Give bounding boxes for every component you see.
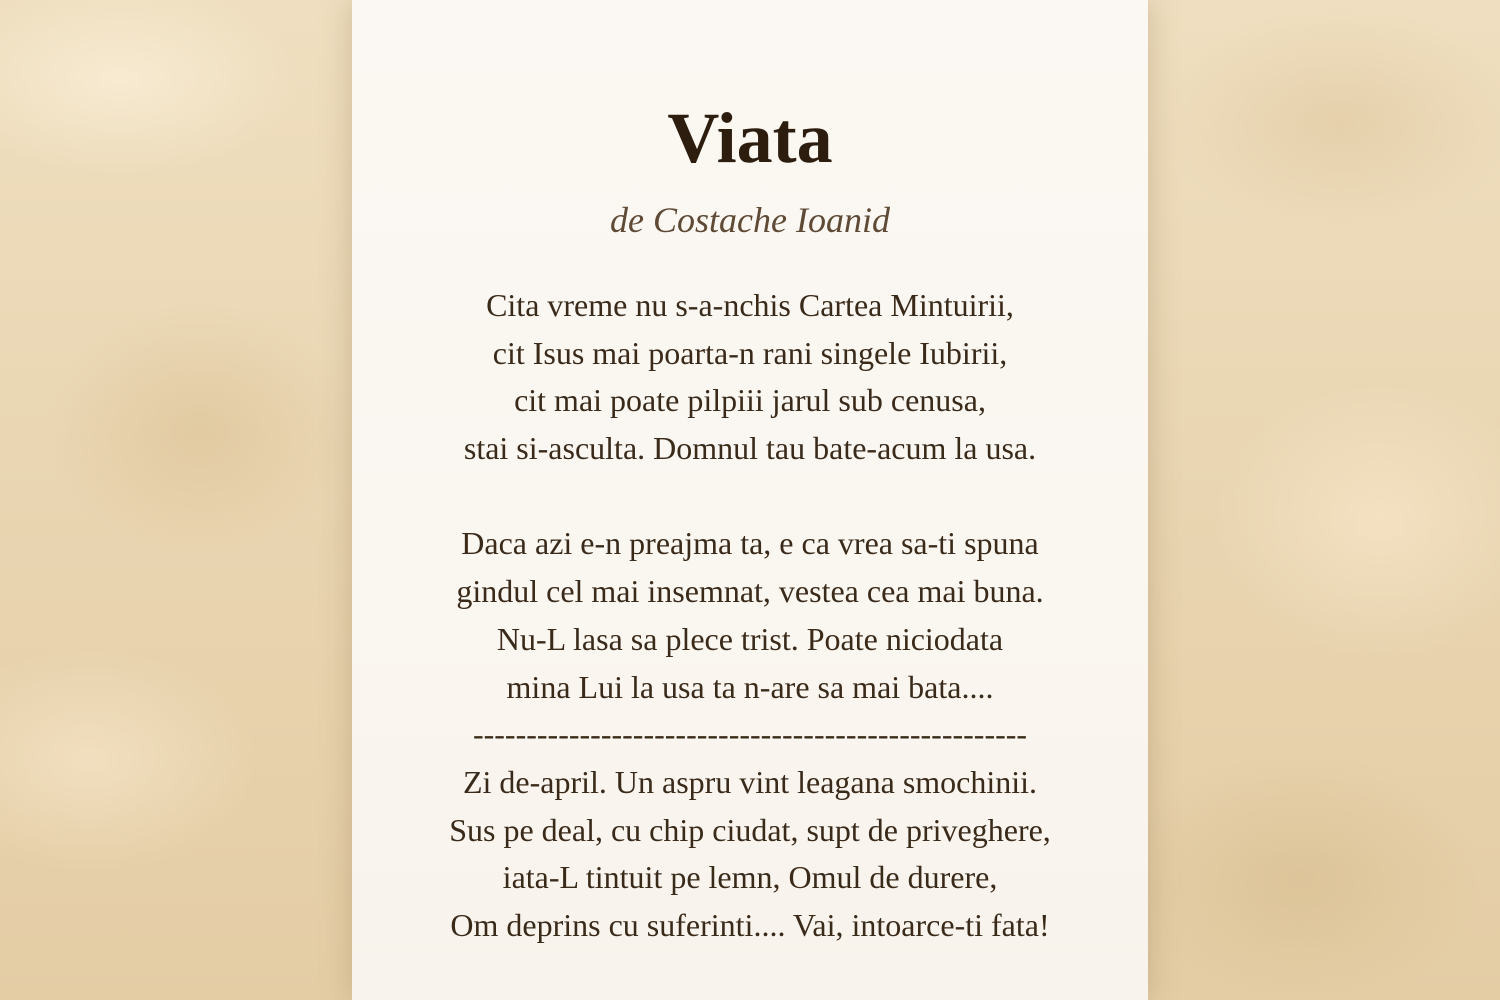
- poem-line: stai si-asculta. Domnul tau bate-acum la usa.: [463, 430, 1037, 467]
- poem-title: Viata: [667, 98, 833, 178]
- poem-line: mina Lui la usa ta n-are sa mai bata....: [506, 668, 994, 705]
- poem-line: cit mai poate pilpiii jarul sub cenusa,: [514, 382, 986, 419]
- poem-line: Zi de-april. Un aspru vint leagana smochinii.: [462, 763, 1038, 800]
- poem-line: Sus pe deal, cu chip ciudat, supt de priveghere,: [449, 811, 1051, 848]
- poem-line: Nu-L lasa sa plece trist. Poate niciodata: [496, 620, 1004, 657]
- poem-line: Om deprins cu suferinti.... Vai, intoarce-ti fata!: [450, 906, 1050, 943]
- poem-line: Daca azi e-n preajma ta, e ca vrea sa-ti spuna: [461, 525, 1039, 562]
- poem-line: gindul cel mai insemnat, vestea cea mai buna.: [456, 573, 1044, 610]
- poem-line: iata-L tintuit pe lemn, Omul de durere,: [502, 859, 998, 896]
- poem-body: [352, 282, 1148, 950]
- stanza-break: [352, 473, 1148, 521]
- poem-author: de Costache Ioanid: [610, 200, 890, 240]
- poem-line: ----------------------------------------------------: [472, 716, 1028, 753]
- poem-line: cit Isus mai poarta-n rani singele Iubirii,: [492, 334, 1008, 371]
- poem-page: [352, 0, 1148, 1000]
- poem-line: Cita vreme nu s-a-nchis Cartea Mintuirii,: [486, 287, 1014, 323]
